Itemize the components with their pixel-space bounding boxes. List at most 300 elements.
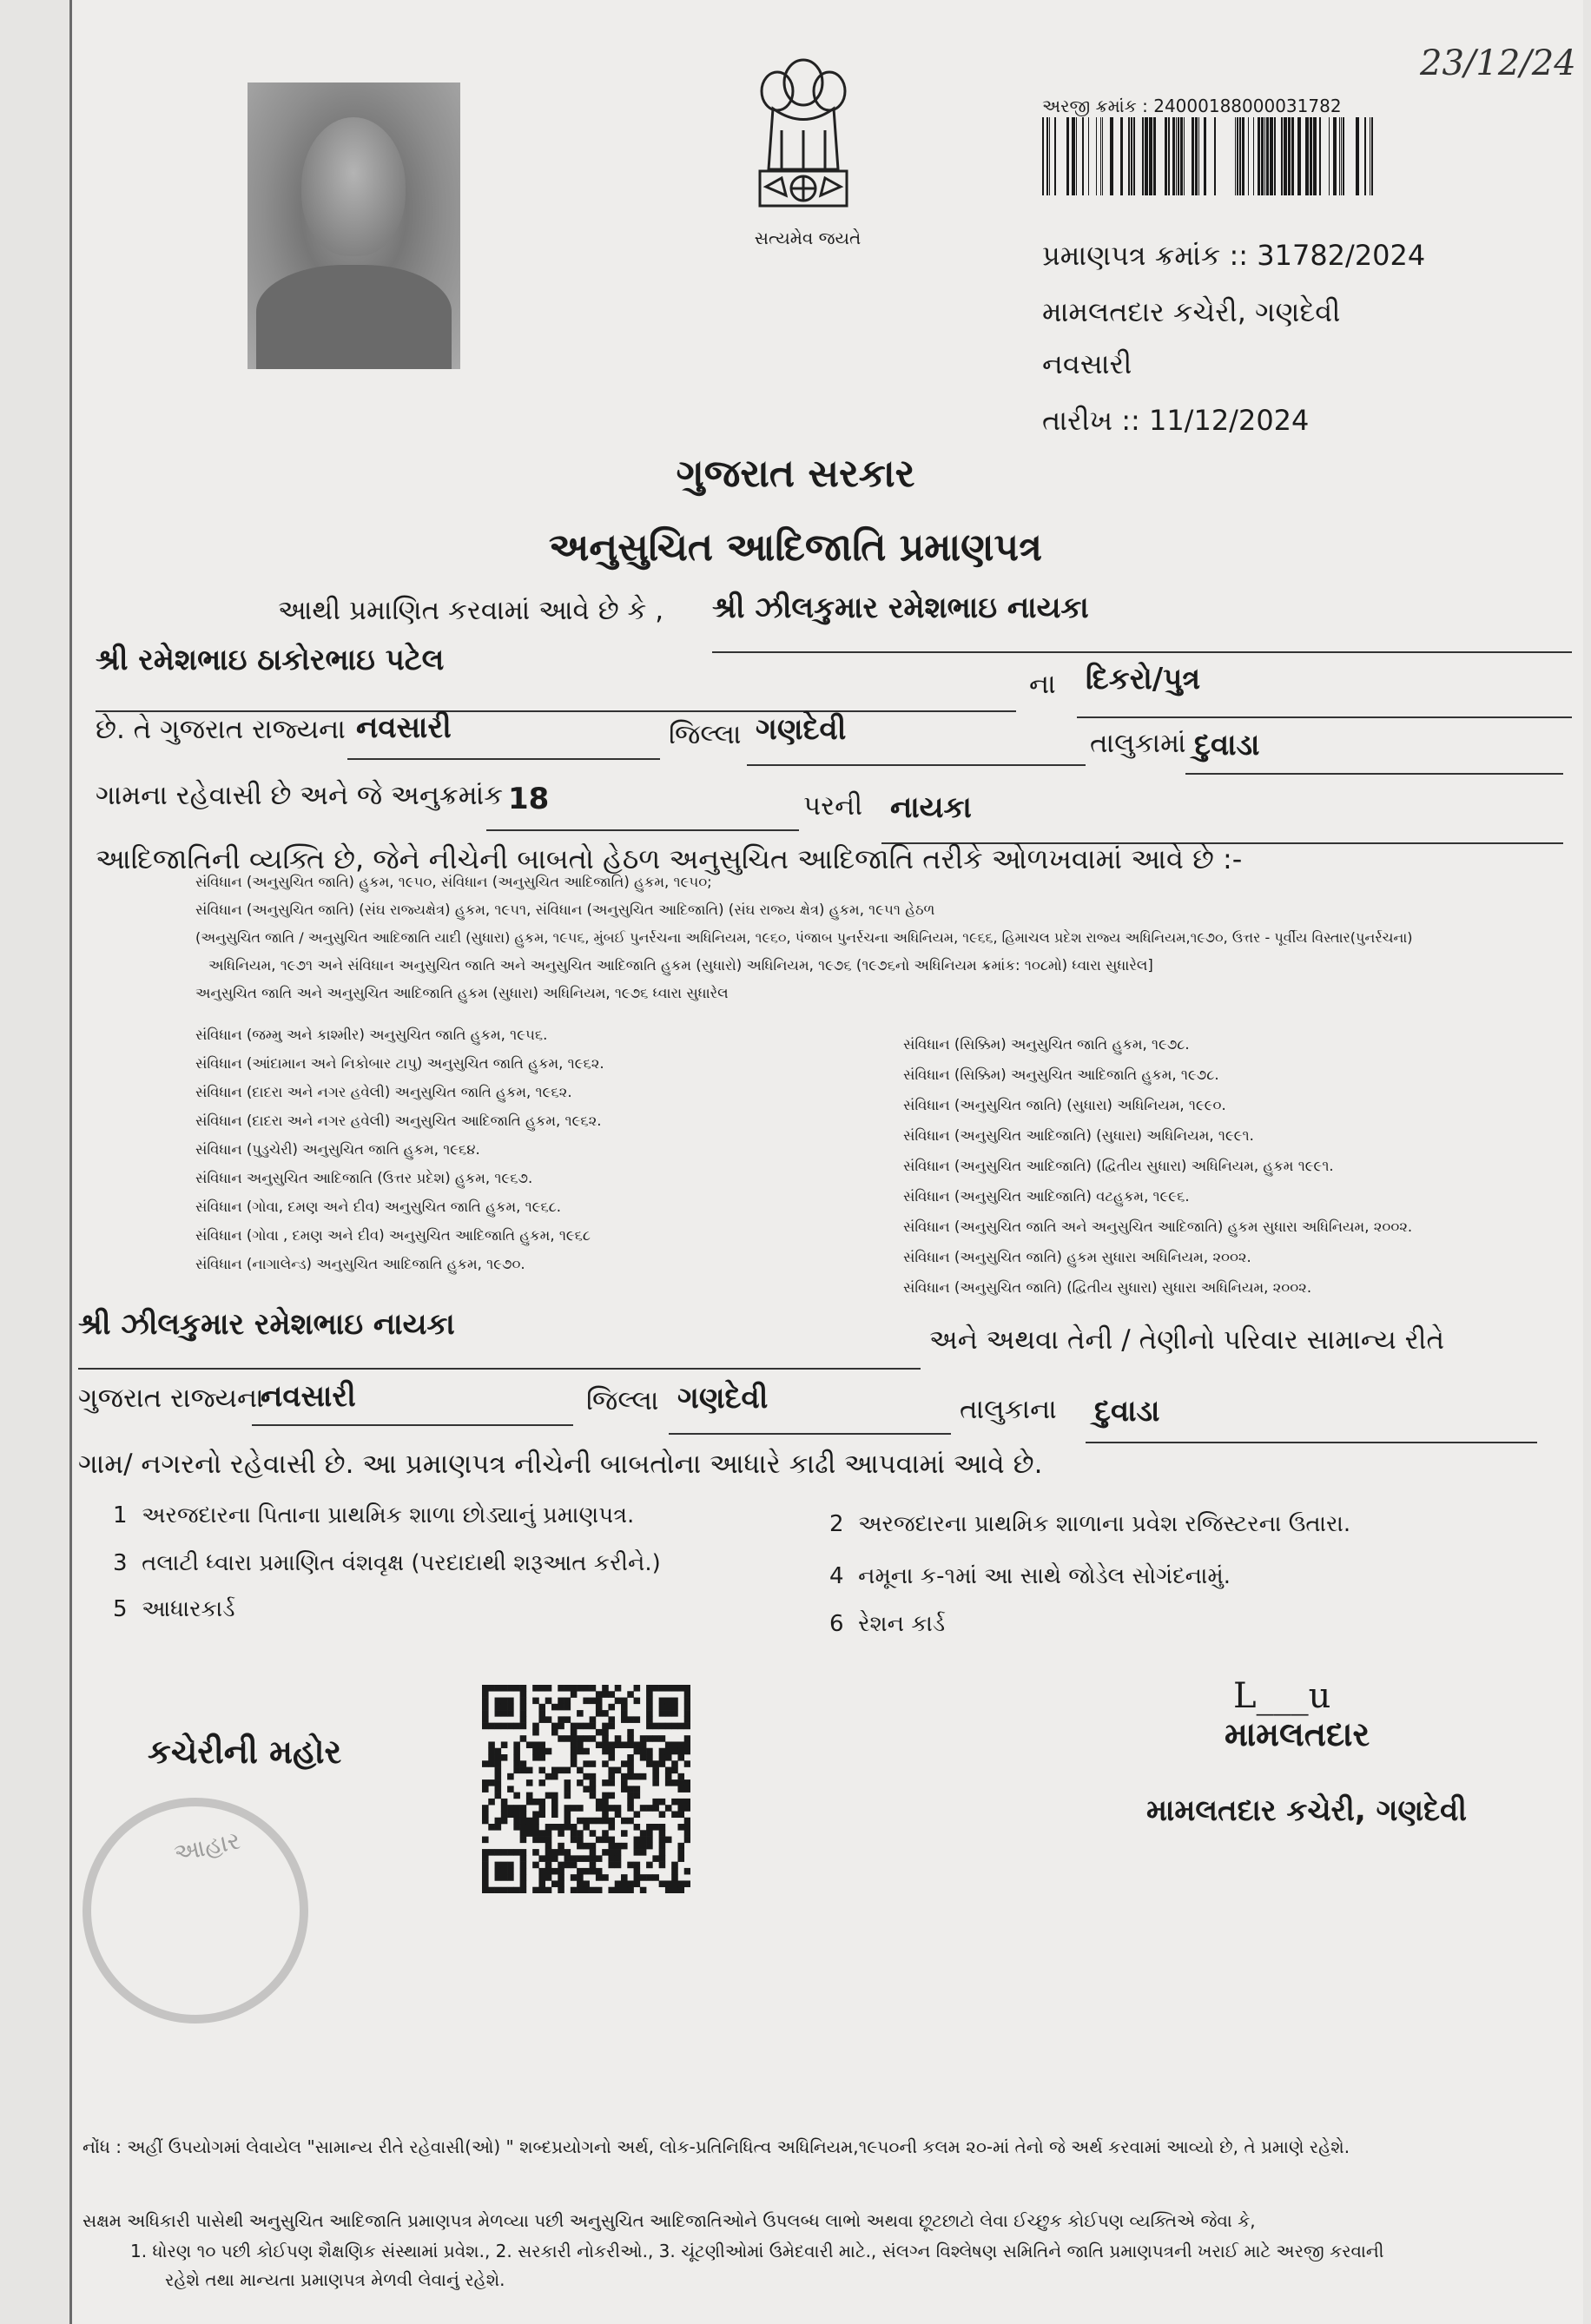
qr-module — [646, 1824, 653, 1831]
barcode-bar — [1066, 117, 1069, 195]
qr-module — [615, 1887, 622, 1893]
qr-module — [646, 1837, 653, 1844]
qr-module — [495, 1698, 502, 1705]
qr-module — [520, 1805, 527, 1812]
qr-module — [602, 1779, 609, 1786]
barcode-bar — [1264, 117, 1265, 195]
qr-module — [577, 1843, 584, 1850]
qr-module — [677, 1741, 684, 1748]
qr-module — [602, 1799, 609, 1806]
qr-module — [615, 1685, 622, 1692]
qr-module — [538, 1799, 545, 1806]
district-label: જિલ્લા — [669, 719, 742, 750]
qr-module — [482, 1862, 489, 1869]
qr-module — [538, 1805, 545, 1812]
qr-module — [545, 1748, 552, 1755]
order-line: સંવિધાન (અનુસુચિત જાતિ) (સંઘ રાજ્યક્ષેત્ર) હુકમ, ૧૯૫૧, સંવિધાન (અનુસુચિત આદિજાતિ) (સંઘ રાજ્ય ક્ષેત્ર) હુકમ, ૧૯૫૧ હેઠળ — [195, 901, 935, 918]
qr-module — [545, 1824, 552, 1831]
qr-module — [571, 1862, 578, 1869]
barcode-bar — [1102, 117, 1103, 195]
barcode-bar — [1096, 117, 1097, 195]
qr-module — [615, 1698, 622, 1705]
barcode-bar — [1248, 117, 1249, 195]
qr-module — [634, 1685, 641, 1692]
qr-module — [646, 1698, 653, 1705]
qr-module — [665, 1704, 672, 1711]
qr-module — [608, 1793, 615, 1799]
stamp-text: આહાર — [171, 1826, 243, 1868]
qr-module — [520, 1824, 527, 1831]
qr-module — [621, 1830, 628, 1837]
qr-module — [526, 1779, 533, 1786]
qr-module — [659, 1698, 666, 1705]
qr-module — [590, 1855, 597, 1862]
qr-module — [646, 1735, 653, 1742]
qr-module — [520, 1710, 527, 1717]
qr-module — [677, 1799, 684, 1806]
qr-module — [634, 1773, 641, 1780]
qr-module — [482, 1880, 489, 1887]
qr-module — [577, 1818, 584, 1825]
issuing-office: મામલતદાર કચેરી, ગણદેવી — [1042, 295, 1341, 328]
qr-module — [495, 1818, 502, 1825]
order-right: સંવિધાન (અનુસુચિત જાતિ) (દ્વિતીય સુધારા) સુધારા અધિનિયમ, ૨૦૦૨. — [903, 1279, 1312, 1296]
qr-module — [677, 1855, 684, 1862]
qr-module — [583, 1698, 590, 1705]
qr-module — [532, 1887, 539, 1893]
barcode-bar — [1310, 117, 1312, 195]
qr-module — [621, 1698, 628, 1705]
qr-module — [684, 1779, 690, 1786]
qr-module — [571, 1855, 578, 1862]
qr-module — [634, 1874, 641, 1881]
qr-module — [545, 1855, 552, 1862]
qr-module — [640, 1887, 647, 1893]
qr-module — [665, 1723, 672, 1730]
qr-code — [482, 1685, 690, 1893]
qr-module — [577, 1874, 584, 1881]
qr-module — [571, 1741, 578, 1748]
qr-module — [596, 1799, 603, 1806]
qr-module — [652, 1799, 659, 1806]
document-item — [113, 1502, 634, 1529]
qr-module — [608, 1741, 615, 1748]
qr-module — [520, 1760, 527, 1767]
qr-module — [495, 1710, 502, 1717]
qr-module — [665, 1779, 672, 1786]
certificate-title: અનુસુચિત આદિજાતિ પ્રમાણપત્ર — [548, 525, 1043, 570]
qr-module — [488, 1685, 495, 1692]
qr-module — [564, 1704, 571, 1711]
qr-module — [488, 1779, 495, 1786]
qr-module — [634, 1849, 641, 1856]
qr-module — [545, 1874, 552, 1881]
qr-module — [684, 1805, 690, 1812]
qr-module — [564, 1685, 571, 1692]
qr-module — [520, 1830, 527, 1837]
qr-module — [571, 1735, 578, 1742]
order-line: અનુસુચિત જાતિ અને અનુસુચિત આદિજાતિ હુકમ (સુધારા) અધિનિયમ, ૧૯૭૬ ધ્વારા સુધારેલ — [195, 985, 729, 1001]
qr-module — [558, 1716, 564, 1723]
qr-module — [602, 1874, 609, 1881]
qr-module — [602, 1805, 609, 1812]
barcode-bar — [1274, 117, 1276, 195]
qr-module — [501, 1723, 508, 1730]
qr-module — [608, 1862, 615, 1869]
qr-module — [671, 1710, 678, 1717]
handwritten-date: 23/12/24 — [1420, 43, 1576, 83]
taluka-value: ગણદેવી — [756, 712, 847, 747]
qr-module — [596, 1868, 603, 1875]
barcode-bar — [1214, 117, 1216, 195]
qr-module — [482, 1811, 489, 1818]
qr-module — [482, 1786, 489, 1793]
order-left: સંવિધાન (નાગાલેન્ડ) અનુસુચિત આદિજાતિ હુકમ, ૧૯૭૦. — [195, 1256, 525, 1272]
qr-module — [652, 1779, 659, 1786]
qr-module — [507, 1849, 514, 1856]
qr-module — [671, 1748, 678, 1755]
qr-module — [590, 1760, 597, 1767]
qr-module — [532, 1799, 539, 1806]
qr-module — [684, 1735, 690, 1742]
qr-module — [571, 1887, 578, 1893]
qr-module — [520, 1716, 527, 1723]
qr-module — [545, 1773, 552, 1780]
qr-module — [583, 1818, 590, 1825]
qr-module — [602, 1710, 609, 1717]
identified-text: આદિજાતિની વ્યક્તિ છે, જેને નીચેની બાબતો હેઠળ અનુસુચિત આદિજાતિ તરીકે ઓળખવામાં આવે છે :- — [96, 842, 1243, 875]
barcode-bar — [1172, 117, 1175, 195]
qr-module — [652, 1874, 659, 1881]
father-name: શ્રી રમેશભાઇ ઠાકોરભાઇ પટેલ — [96, 643, 445, 677]
order-line: અધિનિયમ, ૧૯૭૧ અને સંવિધાન અનુસુચિત જાતિ અને અનુસુચિત આદિજાતિ હુકમ (સુધારો) અધિનિયમ, ૧૯૭૬ (૧૯૭૬નો અધિનિયમ ક્રમાંક: ૧૦૮મો) ધ્વારા સુધારેલ] — [208, 957, 1153, 974]
qr-module — [513, 1818, 520, 1825]
qr-module — [507, 1786, 514, 1793]
qr-module — [577, 1837, 584, 1844]
applicant-name-repeat: શ્રી ઝીલકુમાર રમેશભાઇ નાયકા — [78, 1307, 455, 1342]
qr-module — [671, 1760, 678, 1767]
barcode-bar — [1288, 117, 1291, 195]
qr-module — [671, 1698, 678, 1705]
qr-module — [677, 1754, 684, 1761]
qr-module — [627, 1818, 634, 1825]
qr-module — [526, 1767, 533, 1774]
document-number: 5 — [113, 1596, 128, 1622]
qr-module — [501, 1710, 508, 1717]
qr-module — [507, 1874, 514, 1881]
qr-module — [665, 1698, 672, 1705]
order-left: સંવિધાન (ગોવા , દમણ અને દીવ) અનુસુચિત આદિજાતિ હુકમ, ૧૯૬૮ — [195, 1227, 591, 1244]
qr-module — [621, 1874, 628, 1881]
qr-module — [545, 1698, 552, 1705]
qr-module — [551, 1704, 558, 1711]
of-text: ના — [1029, 669, 1056, 700]
qr-module — [583, 1843, 590, 1850]
qr-module — [577, 1741, 584, 1748]
qr-module — [677, 1849, 684, 1856]
signatory-designation: મામલતદાર — [1225, 1715, 1370, 1753]
order-right: સંવિધાન (અનુસુચિત આદિજાતિ) (દ્વિતીય સુધારા) અધિનિયમ, હુકમ ૧૯૯૧. — [903, 1158, 1334, 1174]
barcode-bar — [1297, 117, 1301, 195]
relation: દિકરો/પુત્ર — [1086, 662, 1201, 697]
qr-module — [482, 1874, 489, 1881]
qr-module — [602, 1748, 609, 1755]
qr-module — [665, 1805, 672, 1812]
qr-module — [564, 1793, 571, 1799]
qr-module — [646, 1704, 653, 1711]
qr-module — [621, 1704, 628, 1711]
certify-text: આથી પ્રમાણિત કરવામાં આવે છે કે , — [278, 595, 664, 626]
second-taluka-rule — [669, 1433, 951, 1435]
relation-rule — [1077, 716, 1572, 718]
serial-number: 18 — [508, 782, 550, 816]
ashoka-emblem-icon — [747, 48, 860, 248]
qr-module — [513, 1811, 520, 1818]
second-state-text: ગુજરાત રાજ્યના — [78, 1383, 264, 1414]
qr-module — [571, 1837, 578, 1844]
qr-module — [671, 1767, 678, 1774]
qr-module — [684, 1799, 690, 1806]
qr-module — [627, 1735, 634, 1742]
qr-module — [602, 1793, 609, 1799]
qr-module — [608, 1748, 615, 1755]
qr-module — [558, 1767, 564, 1774]
qr-module — [608, 1855, 615, 1862]
qr-module — [520, 1862, 527, 1869]
qr-module — [571, 1723, 578, 1730]
applicant-name-rule — [712, 651, 1572, 653]
qr-module — [677, 1887, 684, 1893]
qr-module — [526, 1799, 533, 1806]
qr-module — [558, 1723, 564, 1730]
qr-module — [513, 1793, 520, 1799]
qr-module — [577, 1723, 584, 1730]
qr-module — [621, 1786, 628, 1793]
qr-module — [665, 1773, 672, 1780]
qr-module — [532, 1754, 539, 1761]
barcode-bar — [1145, 117, 1148, 195]
order-right: સંવિધાન (અનુસુચિત જાતિ) હુકમ સુધારા અધિનિયમ, ૨૦૦૨. — [903, 1249, 1251, 1265]
qr-module — [659, 1824, 666, 1831]
qr-module — [596, 1729, 603, 1736]
barcode-bar — [1153, 117, 1156, 195]
qr-module — [684, 1691, 690, 1698]
document-text: અરજદારના પિતાના પ્રાથમિક શાળા છોડ્યાનું પ્રમાણપત્ર. — [142, 1502, 635, 1528]
order-right: સંવિધાન (સિક્કિમ) અનુસુચિત આદિજાતિ હુકમ, ૧૯૭૮. — [903, 1066, 1219, 1083]
qr-module — [596, 1691, 603, 1698]
qr-module — [634, 1786, 641, 1793]
qr-module — [646, 1830, 653, 1837]
qr-module — [602, 1729, 609, 1736]
barcode-bar — [1142, 117, 1144, 195]
qr-module — [634, 1843, 641, 1850]
qr-module — [627, 1729, 634, 1736]
qr-module — [577, 1685, 584, 1692]
qr-module — [520, 1874, 527, 1881]
barcode-bar — [1291, 117, 1294, 195]
district-value: નવસારી — [356, 710, 452, 745]
qr-module — [608, 1837, 615, 1844]
qr-module — [545, 1887, 552, 1893]
barcode-bar — [1341, 117, 1342, 195]
qr-module — [677, 1805, 684, 1812]
barcode-bar — [1110, 117, 1113, 195]
qr-module — [590, 1887, 597, 1893]
qr-module — [551, 1849, 558, 1856]
qr-module — [513, 1748, 520, 1755]
qr-module — [532, 1811, 539, 1818]
qr-module — [513, 1754, 520, 1761]
qr-module — [608, 1818, 615, 1825]
qr-module — [671, 1862, 678, 1869]
qr-module — [671, 1880, 678, 1887]
qr-module — [671, 1811, 678, 1818]
qr-module — [495, 1779, 502, 1786]
issuing-district: નવસારી — [1042, 347, 1132, 380]
qr-module — [520, 1811, 527, 1818]
qr-module — [671, 1874, 678, 1881]
qr-module — [627, 1887, 634, 1893]
qr-module — [583, 1773, 590, 1780]
qr-module — [538, 1754, 545, 1761]
qr-module — [520, 1723, 527, 1730]
qr-module — [551, 1855, 558, 1862]
barcode-bar — [1072, 117, 1075, 195]
qr-module — [602, 1735, 609, 1742]
father-name-rule — [96, 710, 1016, 712]
qr-module — [671, 1685, 678, 1692]
order-left: સંવિધાન (દાદરા અને નગર હવેલી) અનુસુચિત આદિજાતિ હુકમ, ૧૯૬૨. — [195, 1112, 602, 1129]
qr-module — [665, 1748, 672, 1755]
barcode-bar — [1100, 117, 1101, 195]
qr-module — [665, 1710, 672, 1717]
document-item — [829, 1511, 1350, 1538]
order-left: સંવિધાન અનુસુચિત આદિજાતિ (ઉત્તર પ્રદેશ) હુકમ, ૧૯૬૭. — [195, 1170, 533, 1186]
qr-module — [684, 1723, 690, 1730]
qr-module — [596, 1805, 603, 1812]
qr-module — [665, 1741, 672, 1748]
qr-module — [640, 1849, 647, 1856]
barcode-bar — [1333, 117, 1337, 195]
qr-module — [526, 1741, 533, 1748]
qr-module — [646, 1716, 653, 1723]
qr-module — [677, 1773, 684, 1780]
qr-module — [583, 1824, 590, 1831]
qr-module — [501, 1818, 508, 1825]
qr-module — [596, 1887, 603, 1893]
qr-module — [513, 1685, 520, 1692]
qr-module — [627, 1760, 634, 1767]
qr-module — [677, 1779, 684, 1786]
qr-module — [677, 1824, 684, 1831]
qr-module — [495, 1786, 502, 1793]
qr-module — [495, 1849, 502, 1856]
qr-module — [538, 1767, 545, 1774]
qr-module — [532, 1849, 539, 1856]
barcode-bar — [1235, 117, 1236, 195]
qr-module — [495, 1767, 502, 1774]
qr-module — [488, 1748, 495, 1755]
qr-module — [495, 1862, 502, 1869]
qr-module — [583, 1735, 590, 1742]
qr-module — [659, 1862, 666, 1869]
qr-module — [488, 1723, 495, 1730]
qr-module — [621, 1773, 628, 1780]
qr-module — [564, 1862, 571, 1869]
qr-module — [627, 1691, 634, 1698]
qr-module — [615, 1735, 622, 1742]
qr-module — [501, 1698, 508, 1705]
qr-module — [501, 1811, 508, 1818]
qr-module — [482, 1818, 489, 1825]
qr-module — [545, 1868, 552, 1875]
qr-module — [520, 1887, 527, 1893]
qr-module — [627, 1786, 634, 1793]
qr-module — [615, 1862, 622, 1869]
qr-module — [659, 1830, 666, 1837]
qr-module — [590, 1849, 597, 1856]
qr-module — [564, 1779, 571, 1786]
footer-line: રહેશે તથા માન્યતા પ્રમાણપત્ર મેળવી લેવાનું રહેશે. — [165, 2269, 505, 2290]
qr-module — [583, 1887, 590, 1893]
qr-module — [583, 1685, 590, 1692]
qr-module — [684, 1830, 690, 1837]
qr-module — [488, 1741, 495, 1748]
qr-module — [571, 1824, 578, 1831]
document-item — [113, 1596, 235, 1623]
document-text: રેશન કાર્ડ — [858, 1611, 946, 1637]
qr-module — [621, 1741, 628, 1748]
basis-text: ગામ/ નગરનો રહેવાસી છે. આ પ્રમાણપત્ર નીચેની બાબતોના આધારે કાઢી આપવામાં આવે છે. — [78, 1449, 1043, 1480]
qr-module — [501, 1754, 508, 1761]
tribe-value: નાયકા — [890, 790, 972, 825]
barcode-bar — [1184, 117, 1185, 195]
qr-module — [507, 1685, 514, 1692]
qr-module — [571, 1685, 578, 1692]
barcode-bar — [1258, 117, 1260, 195]
qr-module — [677, 1723, 684, 1730]
qr-module — [488, 1754, 495, 1761]
qr-module — [482, 1716, 489, 1723]
barcode-bar — [1133, 117, 1135, 195]
qr-module — [482, 1691, 489, 1698]
qr-module — [608, 1779, 615, 1786]
qr-module — [507, 1887, 514, 1893]
qr-module — [558, 1874, 564, 1881]
qr-module — [482, 1685, 489, 1692]
order-right: સંવિધાન (અનુસુચિત જાતિ) (સુધારા) અધિનિયમ, ૧૯૯૦. — [903, 1097, 1226, 1113]
applicant-name: શ્રી ઝીલકુમાર રમેશભાઇ નાયકા — [712, 591, 1089, 625]
qr-module — [545, 1830, 552, 1837]
qr-module — [551, 1773, 558, 1780]
qr-module — [532, 1824, 539, 1831]
barcode-bar — [1176, 117, 1177, 195]
qr-module — [590, 1868, 597, 1875]
qr-module — [507, 1868, 514, 1875]
qr-module — [621, 1818, 628, 1825]
qr-module — [608, 1723, 615, 1730]
footer-note: નોંધ : અહીં ઉપયોગમાં લેવાયેલ "સામાન્ય રીતે રહેવાસી(ઓ) " શબ્દપ્રયોગનો અર્થ, લોક-પ્રતિનિધિત્વ અધિનિયમ,૧૯૫૦ની કલમ ૨૦-માં તેનો જે અર્થ કરવામાં આવ્યો છે, તે પ્રમાણે રહેશે. — [83, 2136, 1350, 2157]
qr-module — [608, 1716, 615, 1723]
qr-module — [482, 1849, 489, 1856]
qr-module — [558, 1868, 564, 1875]
qr-module — [627, 1741, 634, 1748]
qr-module — [520, 1704, 527, 1711]
state-text: છે. તે ગુજરાત રાજ્યના — [96, 714, 346, 745]
qr-module — [558, 1685, 564, 1692]
qr-module — [564, 1824, 571, 1831]
second-village-rule — [1086, 1442, 1537, 1443]
